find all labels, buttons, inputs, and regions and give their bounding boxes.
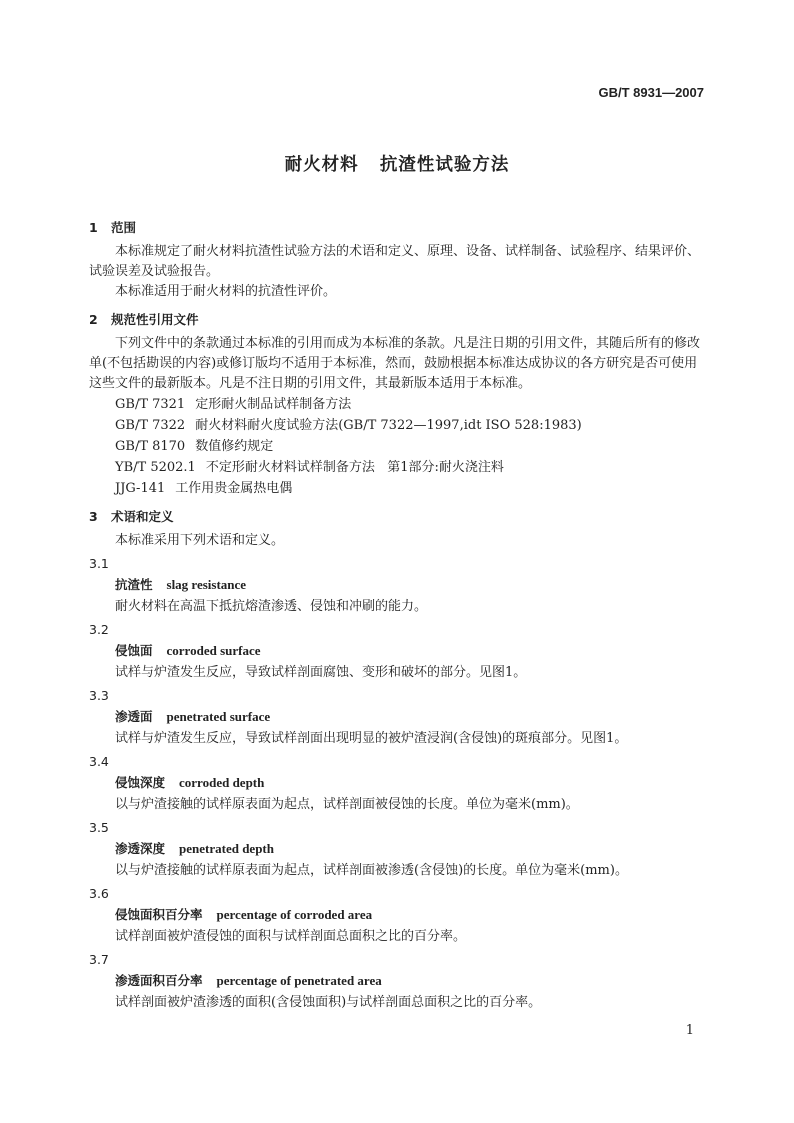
section-heading-normative-references xyxy=(89,310,707,330)
term-name-zh: 渗透面 xyxy=(115,709,153,724)
term-name-en: penetrated depth xyxy=(179,841,274,856)
term-number: 3.7 xyxy=(89,952,109,967)
term-name-en: penetrated surface xyxy=(166,709,271,724)
reference-item xyxy=(115,394,707,415)
term-number: 3.5 xyxy=(89,820,109,835)
term-name-zh: 侵蚀深度 xyxy=(115,775,166,790)
term-entry xyxy=(89,620,707,683)
paragraph: 本标准规定了耐火材料抗渣性试验方法的术语和定义、原理、设备、试样制备、试验程序、结果评价、试验误差及试验报告。 xyxy=(89,244,701,279)
term-name-en: corroded depth xyxy=(179,775,265,790)
term-definition: 试样剖面被炉渣渗透的面积(含侵蚀面积)与试样剖面总面积之比的百分率。 xyxy=(115,995,542,1010)
term-name-zh: 渗透深度 xyxy=(115,841,166,856)
reference-item xyxy=(115,457,707,478)
term-name xyxy=(89,574,707,596)
term-definition: 试样与炉渣发生反应，导致试样剖面腐蚀、变形和破坏的部分。见图1。 xyxy=(115,665,527,680)
section-number: 3 xyxy=(89,509,98,524)
term-name xyxy=(89,772,707,794)
section-heading-terms-definitions xyxy=(89,507,707,527)
reference-item xyxy=(115,478,707,499)
term-definition: 耐火材料在高温下抵抗熔渣渗透、侵蚀和冲刷的能力。 xyxy=(115,599,428,614)
paragraph: 本标准采用下列术语和定义。 xyxy=(115,533,285,548)
page-number: 1 xyxy=(685,1023,694,1038)
standard-code: GB/T 8931—2007 xyxy=(598,85,704,100)
term-name-zh: 侵蚀面积百分率 xyxy=(115,907,203,922)
term-name xyxy=(89,970,707,992)
reference-item xyxy=(115,415,707,436)
document-title: 耐火材料 抗渣性试验方法 xyxy=(284,155,510,175)
term-name xyxy=(89,838,707,860)
term-entry xyxy=(89,950,707,1013)
term-name-en: slag resistance xyxy=(166,577,247,592)
reference-code: JJG-141 xyxy=(115,481,166,496)
term-name xyxy=(89,706,707,728)
term-name-zh: 渗透面积百分率 xyxy=(115,973,203,988)
reference-title: 数值修约规定 xyxy=(195,439,274,454)
section-title: 范围 xyxy=(111,220,137,235)
reference-list xyxy=(89,394,707,499)
term-definition: 以与炉渣接触的试样原表面为起点，试样剖面被侵蚀的长度。单位为毫米(mm)。 xyxy=(115,797,579,812)
reference-title: 不定形耐火材料试样制备方法 第1部分:耐火浇注料 xyxy=(205,460,504,475)
term-entry xyxy=(89,752,707,815)
term-name-zh: 抗渣性 xyxy=(115,577,153,592)
term-name-en: corroded surface xyxy=(166,643,261,658)
reference-code: YB/T 5202.1 xyxy=(115,460,196,475)
term-definition: 以与炉渣接触的试样原表面为起点，试样剖面被渗透(含侵蚀)的长度。单位为毫米(mm)。 xyxy=(115,863,628,878)
section-number: 2 xyxy=(89,312,98,327)
term-name-zh: 侵蚀面 xyxy=(115,643,153,658)
term-number: 3.6 xyxy=(89,886,109,901)
term-name xyxy=(89,904,707,926)
term-number: 3.4 xyxy=(89,754,109,769)
paragraph: 本标准适用于耐火材料的抗渣性评价。 xyxy=(115,284,337,299)
reference-title: 工作用贵金属热电偶 xyxy=(175,481,293,496)
term-name xyxy=(89,640,707,662)
term-entry xyxy=(89,884,707,947)
document-body xyxy=(89,218,707,1013)
term-name-en: percentage of penetrated area xyxy=(216,973,382,988)
term-name-en: percentage of corroded area xyxy=(216,907,373,922)
section-title: 规范性引用文件 xyxy=(111,312,199,327)
paragraph: 下列文件中的条款通过本标准的引用而成为本标准的条款。凡是注日期的引用文件，其随后所有的修改单(不包括勘误的内容)或修订版均不适用于本标准，然而，鼓励根据本标准达成协议的各方研究是否可使用这些文件的最新版本。凡是不注日期的引用文件，其最新版本适用于本标准。 xyxy=(89,336,701,391)
reference-item xyxy=(115,436,707,457)
term-number: 3.2 xyxy=(89,622,109,637)
reference-title: 定形耐火制品试样制备方法 xyxy=(195,397,352,412)
term-number: 3.1 xyxy=(89,556,109,571)
reference-code: GB/T 8170 xyxy=(115,439,186,454)
term-entry xyxy=(89,818,707,881)
reference-title: 耐火材料耐火度试验方法(GB/T 7322—1997,idt ISO 528:1983) xyxy=(195,418,582,433)
term-entry xyxy=(89,686,707,749)
term-definition: 试样剖面被炉渣侵蚀的面积与试样剖面总面积之比的百分率。 xyxy=(115,929,467,944)
section-number: 1 xyxy=(89,220,98,235)
term-number: 3.3 xyxy=(89,688,109,703)
term-entry xyxy=(89,554,707,617)
section-title: 术语和定义 xyxy=(111,509,174,524)
reference-code: GB/T 7322 xyxy=(115,418,186,433)
section-heading-scope xyxy=(89,218,707,238)
reference-code: GB/T 7321 xyxy=(115,397,186,412)
term-definition: 试样与炉渣发生反应，导致试样剖面出现明显的被炉渣浸润(含侵蚀)的斑痕部分。见图1。 xyxy=(115,731,628,746)
